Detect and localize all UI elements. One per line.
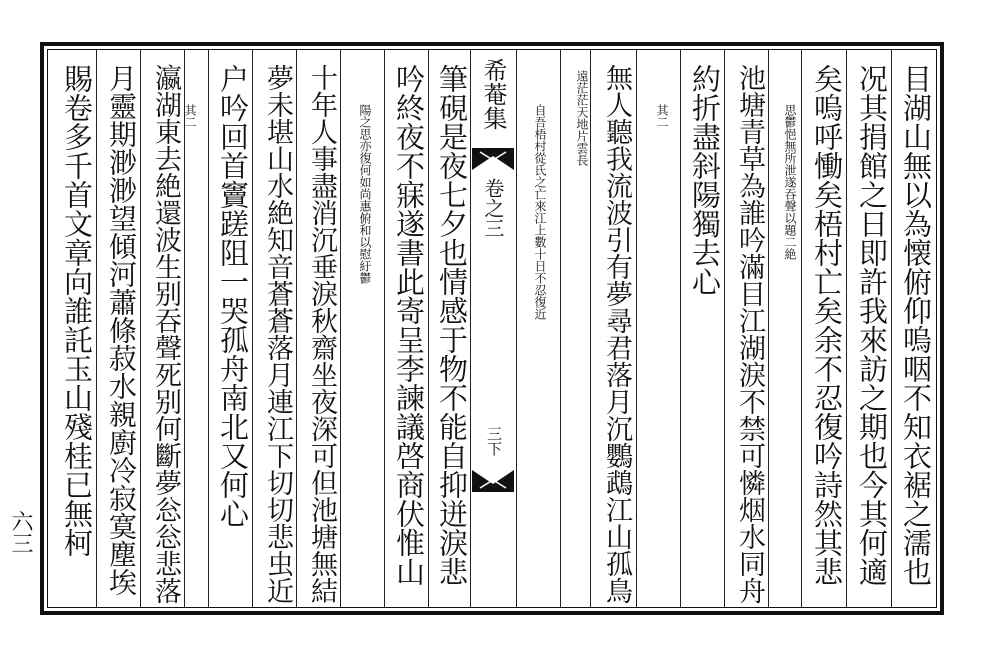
text-column: 况其捐館之日即許我來訪之期也今其何適 xyxy=(855,64,889,586)
section-heading-other-two: 其二 xyxy=(655,104,669,128)
text-column: 無人聽我流波引有夢尋君落月沉鸚鵡江山孤鳥 xyxy=(601,64,632,604)
leaf-number: 三下 xyxy=(485,426,503,456)
text-column: 夢未堪山水絶知音蒼蒼落月連江下切切悲虫近 xyxy=(262,64,293,604)
text-column: 月靈期渺渺望傾河蕭條菽水親廚冷寂寞塵埃 xyxy=(105,64,138,596)
text-column: 約折盡斜陽獨去心 xyxy=(688,64,722,296)
center-band-rule xyxy=(516,50,517,607)
column-rule xyxy=(636,50,637,607)
text-column: 户吟回首竇蹉阻一哭孤舟南北又何心 xyxy=(216,64,250,528)
center-fold-band xyxy=(470,50,516,607)
page-number: 六三 xyxy=(8,510,33,554)
text-column: 目湖山無以為懐俯仰嗚咽不知衣裾之濡也 xyxy=(899,64,933,586)
book-title: 希菴集 xyxy=(479,58,507,130)
text-column: 自吾梧村從氏之亡來江上數十日不忍復近 xyxy=(533,104,547,320)
text-column: 筆硯是夜七夕也情感于物不能自抑迸淚悲 xyxy=(435,64,469,586)
text-column: 瀛湖東去絶還波生别吞聲死别何斷夢忩忩悲落 xyxy=(150,64,181,604)
text-column: 遠茫茫天地片雲長 xyxy=(575,70,589,166)
text-column: 池塘青草為誰吟滿目江湖淚不禁可憐烟水同舟 xyxy=(734,64,765,604)
text-column: 十年人事盡消沉垂淚秋齋坐夜深可但池塘無結 xyxy=(306,64,337,604)
fishtail-marker-icon xyxy=(472,470,514,492)
volume-label: 卷之三 xyxy=(481,178,505,238)
text-column: 賜卷多千首文章向誰託玉山殘桂已無柯 xyxy=(60,64,94,557)
text-column: 矣嗚呼慟矣梧村亡矣余不忍復吟詩然其悲 xyxy=(810,64,844,586)
text-column: 思鬱悒無所泄遂吞聲以題二絶 xyxy=(783,104,797,260)
section-heading-other-two: 其二 xyxy=(183,104,197,128)
text-column: 吟終夜不寐遂書此寄呈李諫議啓商伏惟山 xyxy=(392,64,426,586)
fishtail-marker-icon xyxy=(472,148,514,170)
text-column: 陽之思亦復何如尚惠俯和以慰紆鬱 xyxy=(358,104,372,284)
